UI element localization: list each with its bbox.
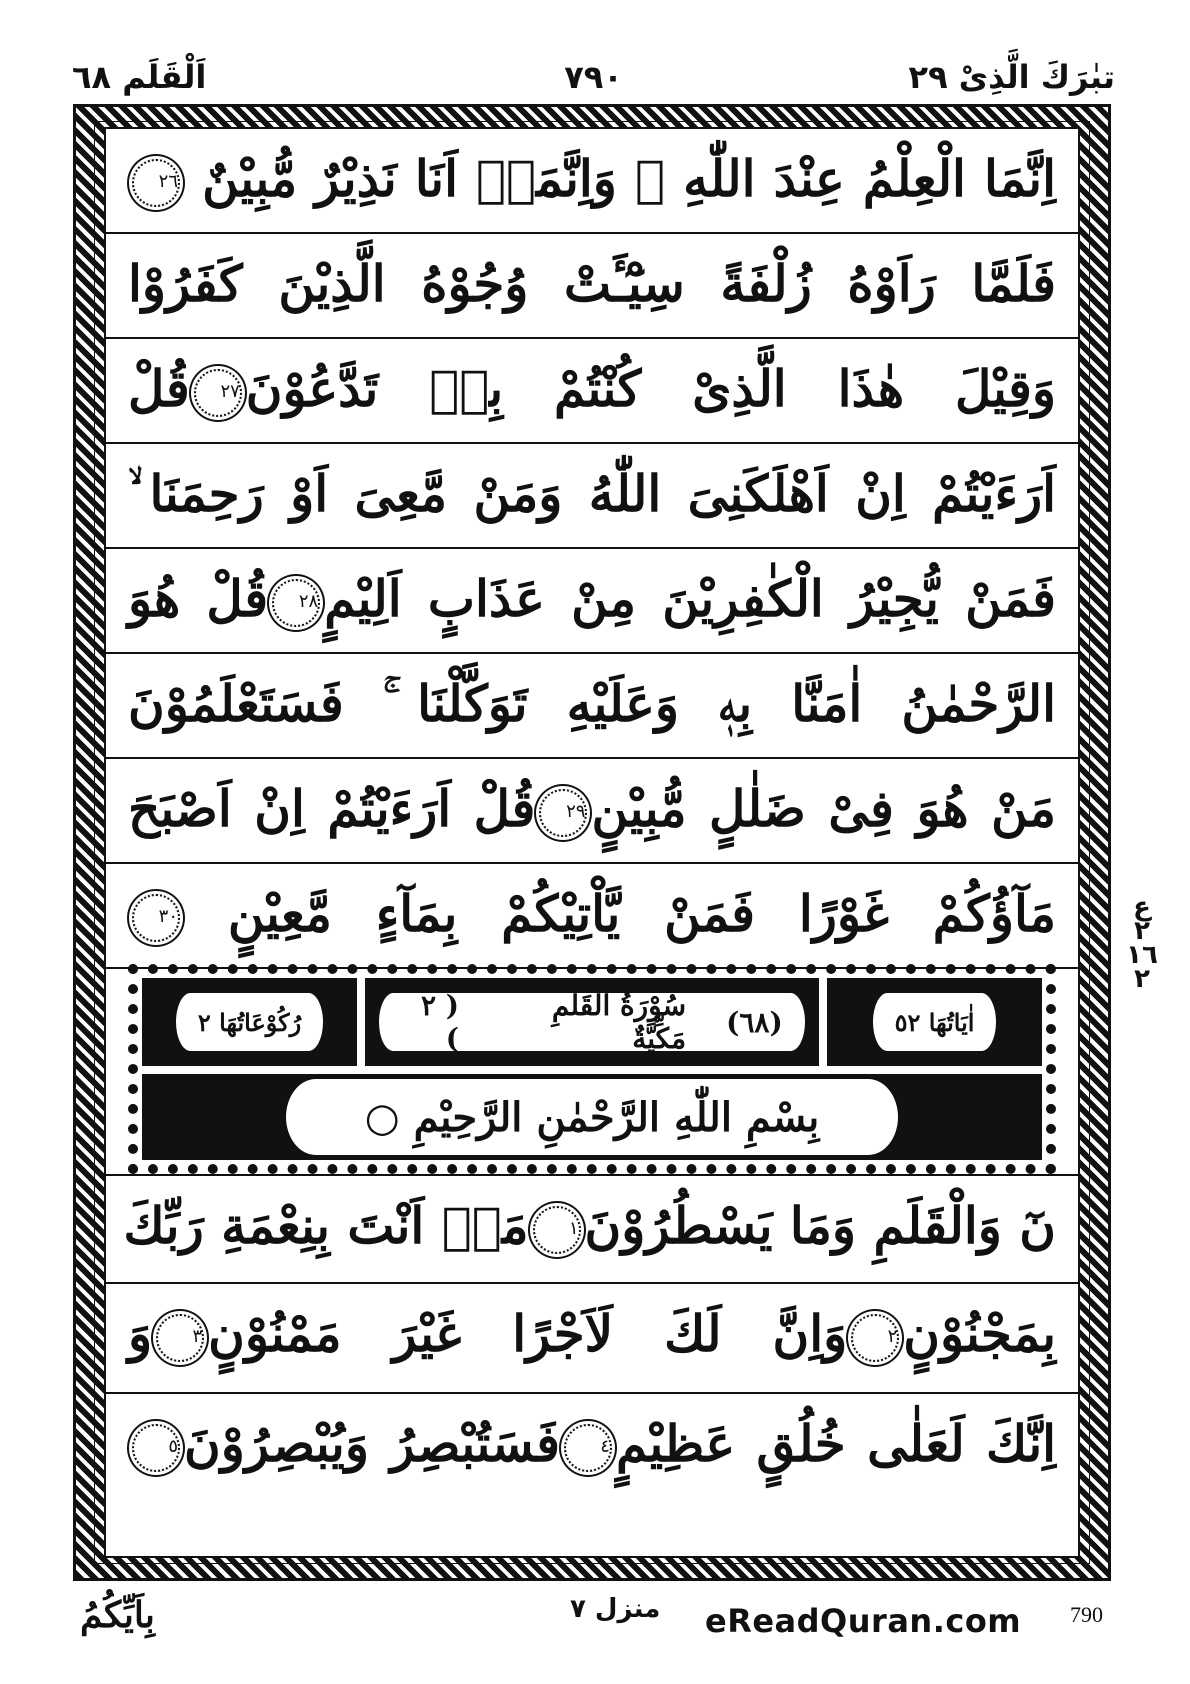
ayah-marker: ٢٦: [132, 159, 180, 207]
surah-number: (٦٨): [726, 1005, 783, 1039]
page-number: 790: [1070, 1602, 1103, 1627]
quran-line: [106, 1174, 1078, 1284]
line-text: الرَّحْمٰنُ اٰمَنَّا بِهٖ وَعَلَيْهِ تَوَكَّلْنَا ۚ فَسَتَعْلَمُوْنَ: [128, 674, 1056, 733]
line-text: قُلْ اَرَءَيْتُمْ اِنْ اَصْبَحَ: [128, 779, 536, 838]
line-text: مَآؤُكُمْ غَوْرًا فَمَنْ يَّاْتِيْكُمْ بِمَآءٍ مَّعِيْنٍ: [227, 884, 1056, 943]
surah-name: سُوْرَةُ الْقَلَمِ مَكِّيَّةٌ: [551, 989, 687, 1055]
bismillah-text: بِسْمِ اللّٰهِ الرَّحْمٰنِ الرَّحِيْمِ: [413, 1093, 820, 1141]
quran-line: [106, 654, 1078, 759]
quran-line: [106, 129, 1078, 234]
quran-line: [106, 234, 1078, 339]
line-text: فَسَتُبْصِرُ وَيُبْصِرُوْنَ: [184, 1414, 560, 1473]
bismillah-band: [142, 1074, 1042, 1160]
ayah-marker: ٢٩: [539, 789, 587, 837]
line-text: مَاۤ اَنْتَ بِنِعْمَةِ رَبِّكَ: [123, 1196, 529, 1255]
quran-line: [106, 444, 1078, 549]
line-text: قُلْ: [128, 359, 190, 418]
ayah-marker: ٢٧: [194, 369, 242, 417]
page-frame: [73, 104, 1111, 1581]
line-text: وَاِنَّ لَكَ لَاَجْرًا غَيْرَ مَمْنُوْنٍ: [208, 1304, 848, 1363]
page-header: [72, 52, 1115, 102]
surah-name-cartouche: [365, 978, 819, 1066]
juz-title: تبٰرَكَ الَّذِىْ ٢٩: [908, 58, 1115, 96]
ruku-count-cartouche: [142, 978, 357, 1066]
catchword: بِاَيِّكُمُ: [80, 1594, 155, 1636]
line-text: فَمَنْ يُّجِيْرُ الْكٰفِرِيْنَ مِنْ عَذَابٍ اَلِيْمٍ: [324, 569, 1056, 628]
page-number-arabic: ٧٩٠: [564, 58, 623, 96]
ayah-marker: ٣: [156, 1314, 204, 1362]
ayah-marker: ٤: [564, 1424, 612, 1472]
line-text: قُلْ هُوَ: [128, 569, 269, 628]
ayah-marker: ٣٠: [132, 894, 180, 942]
quran-line: [106, 1284, 1078, 1394]
ruku-count: رُكُوْعَاتُهَا ٢: [176, 993, 323, 1051]
ayat-count: اٰيَاتُهَا ٥٢: [873, 993, 997, 1051]
line-text: فَلَمَّا رَاَوْهُ زُلْفَةً سِيْٓـَٔتْ وُجُوْهُ الَّذِيْنَ كَفَرُوْا: [128, 254, 1056, 313]
line-text: اَرَءَيْتُمْ اِنْ اَهْلَكَنِىَ اللّٰهُ وَمَنْ مَّعِىَ اَوْ رَحِمَنَا ۙ: [128, 464, 1056, 523]
revelation-order: ( ٢ ): [420, 989, 460, 1055]
surah-title: اَلْقَلَم ٦٨: [72, 58, 207, 96]
quran-line: [106, 864, 1078, 969]
text-area: [104, 127, 1080, 1558]
site-watermark: eReadQuran.com: [705, 1602, 1022, 1640]
manzil-label: منزل ٧: [570, 1594, 661, 1624]
quran-line: [106, 549, 1078, 654]
ayah-marker: ٢: [851, 1314, 899, 1362]
ruku-margin-marker: ع ٢ ١٦ ٢: [1126, 892, 1158, 994]
ayat-count-cartouche: [827, 978, 1042, 1066]
ayah-marker: ٥: [132, 1424, 180, 1472]
quran-line: [106, 1394, 1078, 1504]
line-text: اِنَّمَا الْعِلْمُ عِنْدَ اللّٰهِ ۪ وَاِنَّمَاۤ اَنَا نَذِيْرٌ مُّبِيْنٌ: [202, 149, 1056, 208]
line-text: بِمَجْنُوْنٍ: [903, 1304, 1056, 1363]
line-text: نٓ وَالْقَلَمِ وَمَا يَسْطُرُوْنَ: [584, 1196, 1056, 1255]
ayah-marker: ○: [364, 1093, 400, 1141]
ayah-marker: ١: [533, 1206, 581, 1254]
line-text: وَ: [128, 1304, 153, 1363]
ayah-marker: ٢٨: [272, 579, 320, 627]
quran-line: [106, 339, 1078, 444]
page-footer: [0, 1588, 1190, 1658]
line-text: اِنَّكَ لَعَلٰى خُلُقٍ عَظِيْمٍ: [615, 1414, 1056, 1473]
line-text: وَقِيْلَ هٰذَا الَّذِىْ كُنْتُمْ بِهٖ تَدَّعُوْنَ: [245, 359, 1056, 418]
surah-header-banner: [128, 964, 1056, 1174]
quran-line: [106, 759, 1078, 864]
line-text: مَنْ هُوَ فِىْ ضَلٰلٍ مُّبِيْنٍ: [591, 779, 1057, 838]
